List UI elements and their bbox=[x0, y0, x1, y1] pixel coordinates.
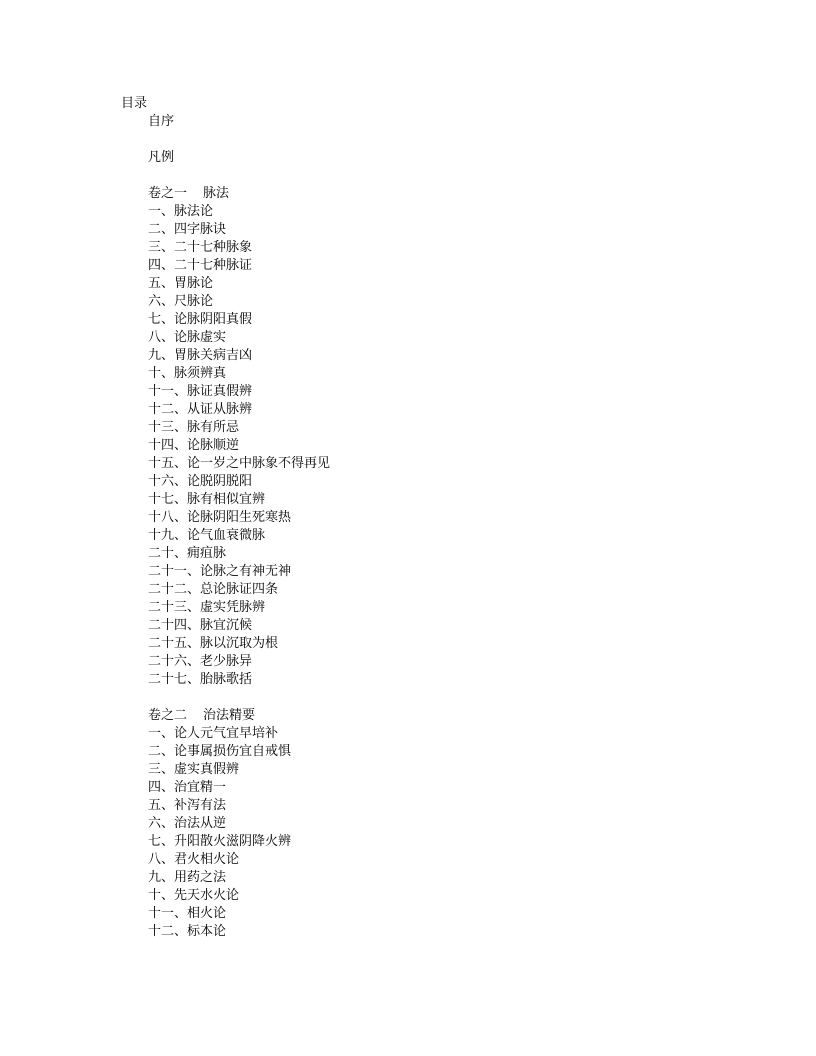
toc-item: 二十五、脉以沉取为根 bbox=[148, 636, 279, 651]
toc-item: 六、治法从逆 bbox=[148, 816, 227, 831]
toc-item: 二、论事属损伤宜自戒惧 bbox=[148, 744, 292, 759]
toc-title: 目录 bbox=[121, 96, 148, 111]
toc-item: 二十一、论脉之有神无神 bbox=[148, 564, 292, 579]
toc-item: 二十六、老少脉异 bbox=[148, 654, 253, 669]
toc-item: 九、胃脉关病吉凶 bbox=[148, 348, 253, 363]
toc-item: 八、君火相火论 bbox=[148, 852, 240, 867]
toc-item: 十、先天水火论 bbox=[148, 888, 240, 903]
section-label: 自序 bbox=[148, 114, 175, 129]
toc-item: 十一、脉证真假辨 bbox=[148, 384, 253, 399]
toc-item: 二十、痈疽脉 bbox=[148, 546, 227, 561]
toc-item: 十一、相火论 bbox=[148, 906, 227, 921]
toc-item: 三、虚实真假辨 bbox=[148, 762, 240, 777]
toc-item: 二、四字脉诀 bbox=[148, 222, 227, 237]
toc-list bbox=[148, 113, 330, 941]
toc-item: 四、治宜精一 bbox=[148, 780, 227, 795]
toc-section-heading bbox=[148, 113, 330, 131]
toc-item: 一、脉法论 bbox=[148, 204, 214, 219]
toc-item: 十四、论脉顺逆 bbox=[148, 438, 240, 453]
toc-item: 十六、论脱阴脱阳 bbox=[148, 474, 253, 489]
toc-item: 四、二十七种脉证 bbox=[148, 258, 253, 273]
toc-item: 九、用药之法 bbox=[148, 870, 227, 885]
toc-section-heading bbox=[148, 149, 330, 167]
toc-item: 十五、论一岁之中脉象不得再见 bbox=[148, 456, 331, 471]
toc-section-heading bbox=[148, 707, 330, 725]
toc-item: 七、论脉阴阳真假 bbox=[148, 312, 253, 327]
toc-item: 十八、论脉阴阳生死寒热 bbox=[148, 510, 292, 525]
toc-item: 二十七、胎脉歌括 bbox=[148, 672, 253, 687]
toc-item: 七、升阳散火滋阴降火辨 bbox=[148, 834, 292, 849]
toc-item: 十七、脉有相似宜辨 bbox=[148, 492, 266, 507]
toc-section-heading bbox=[148, 185, 330, 203]
section-label: 卷之一 bbox=[148, 186, 188, 201]
toc-item: 六、尺脉论 bbox=[148, 294, 214, 309]
toc-item: 三、二十七种脉象 bbox=[148, 240, 253, 255]
section-label: 凡例 bbox=[148, 150, 175, 165]
toc-item: 二十四、脉宜沉候 bbox=[148, 618, 253, 633]
toc-item: 八、论脉虚实 bbox=[148, 330, 227, 345]
toc-item: 二十三、虚实凭脉辨 bbox=[148, 600, 266, 615]
toc-item: 十、脉须辨真 bbox=[148, 366, 227, 381]
section-subtitle: 治法精要 bbox=[203, 708, 256, 723]
section-subtitle: 脉法 bbox=[203, 186, 230, 201]
toc-item: 一、论人元气宜早培补 bbox=[148, 726, 279, 741]
toc-item: 十九、论气血衰微脉 bbox=[148, 528, 266, 543]
toc-item: 二十二、总论脉证四条 bbox=[148, 582, 279, 597]
toc-item: 十三、脉有所忌 bbox=[148, 420, 240, 435]
toc-item: 五、补泻有法 bbox=[148, 798, 227, 813]
toc-item: 十二、从证从脉辨 bbox=[148, 402, 253, 417]
toc-item: 十二、标本论 bbox=[148, 924, 227, 939]
section-label: 卷之二 bbox=[148, 708, 188, 723]
toc-item: 五、胃脉论 bbox=[148, 276, 214, 291]
